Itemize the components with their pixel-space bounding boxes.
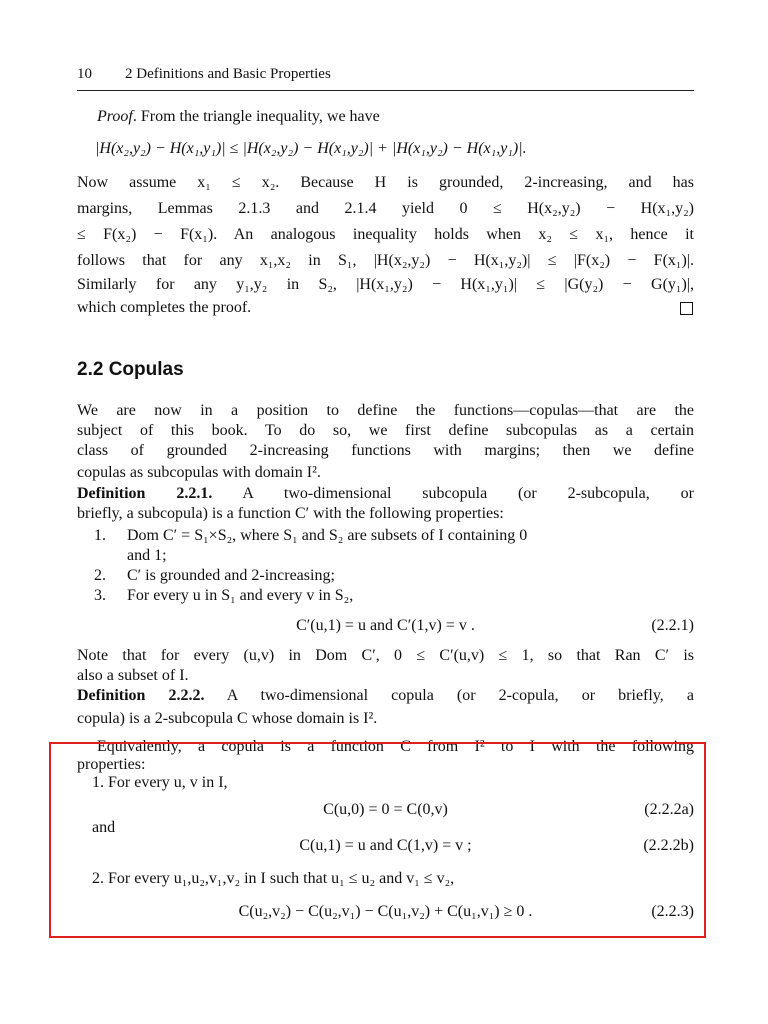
equation-2-2-2a: C(u,0) = 0 = C(0,v)	[323, 801, 448, 818]
running-header	[77, 64, 694, 91]
intro-line: We are now in a position to define the functions—copulas—that are the	[77, 402, 694, 419]
triangle-inequality: |H(x₂,y₂) − H(x₁,y₁)| ≤ |H(x₂,y₂) − H(x₁,y₂)| + |H(x₁,y₂) − H(x₁,y₁)|.	[95, 140, 527, 157]
equation-2-2-3: C(u₂,v₂) − C(u₂,v₁) − C(u₁,v₂) + C(u₁,v₁) ≥ 0 .	[238, 903, 533, 920]
intro-line: class of grounded 2-increasing functions with margins; then we define	[77, 442, 694, 459]
list-number: 3.	[94, 587, 106, 604]
list-item: For every u in S₁ and every v in S₂,	[127, 587, 354, 604]
equiv-item2: 2. For every u₁,u₂,v₁,v₂ in I such that u₁ ≤ u₂ and v₁ ≤ v₂,	[92, 870, 455, 887]
proof-line: margins, Lemmas 2.1.3 and 2.1.4 yield 0 ≤ H(x₂,y₂) − H(x₁,y₂)	[77, 200, 694, 217]
intro-line: subject of this book. To do so, we first define subcopulas as a certain	[77, 422, 694, 439]
definition-2-line1	[77, 686, 694, 706]
definition-2-line2: copula) is a 2-subcopula C whose domain is I².	[77, 710, 378, 727]
proof-label: Proof	[97, 108, 133, 125]
section-heading: 2.2 Copulas	[77, 359, 184, 380]
list-item: and 1;	[127, 547, 167, 564]
definition-1-text: A two-dimensional subcopula (or 2-subcopula, or	[242, 485, 694, 502]
proof-line: Now assume x₁ ≤ x₂. Because H is grounded, 2-increasing, and has	[77, 174, 694, 191]
definition-2-text: A two-dimensional copula (or 2-copula, or briefly, a	[226, 687, 694, 704]
list-number: 1.	[94, 527, 106, 544]
proof-intro-text: . From the triangle inequality, we have	[132, 108, 380, 125]
note-line: also a subset of I.	[77, 667, 189, 684]
highlight-box	[49, 742, 706, 938]
proof-line: which completes the proof.	[77, 299, 252, 316]
list-item: C′ is grounded and 2-increasing;	[127, 567, 335, 584]
equation-number: (2.2.1)	[651, 617, 694, 634]
and-word: and	[92, 819, 116, 836]
note-line: Note that for every (u,v) in Dom C′, 0 ≤ C′(u,v) ≤ 1, so that Ran C′ is	[77, 647, 694, 664]
equation-number: (2.2.2b)	[643, 837, 694, 854]
definition-1-line1	[77, 484, 694, 504]
chapter-title: 2 Definitions and Basic Properties	[125, 66, 331, 82]
proof-line: Similarly for any y₁,y₂ in S₂, |H(x₁,y₂) − H(x₁,y₁)| ≤ |G(y₂) − G(y₁)|,	[77, 276, 694, 293]
equation-number: (2.2.3)	[651, 903, 694, 920]
definition-1-line2: briefly, a subcopula) is a function C′ with the following properties:	[77, 505, 504, 522]
equiv-item1: 1. For every u, v in I,	[92, 774, 228, 791]
page-number: 10	[77, 66, 92, 82]
equation-2-2-1: C′(u,1) = u and C′(1,v) = v .	[296, 617, 475, 634]
proof-line: ≤ F(x₂) − F(x₁). An analogous inequality holds when x₂ ≤ x₁, hence it	[77, 226, 694, 243]
intro-line: copulas as subcopulas with domain I².	[77, 464, 321, 481]
proof-line: follows that for any x₁,x₂ in S₁, |H(x₂,y₂) − H(x₁,y₂)| ≤ |F(x₂) − F(x₁)|.	[77, 252, 694, 269]
equiv-line1: Equivalently, a copula is a function C from I² to I with the following	[97, 738, 694, 755]
definition-2-label: Definition 2.2.2.	[77, 687, 205, 704]
list-item: Dom C′ = S₁×S₂, where S₁ and S₂ are subsets of I containing 0	[127, 527, 528, 544]
equation-number: (2.2.2a)	[644, 801, 694, 818]
equation-2-2-2b: C(u,1) = u and C(1,v) = v ;	[299, 837, 472, 854]
qed-square-icon	[680, 302, 693, 315]
definition-1-label: Definition 2.2.1.	[77, 485, 213, 502]
proof-intro	[97, 107, 714, 127]
list-number: 2.	[94, 567, 106, 584]
equiv-line2: properties:	[77, 756, 146, 773]
